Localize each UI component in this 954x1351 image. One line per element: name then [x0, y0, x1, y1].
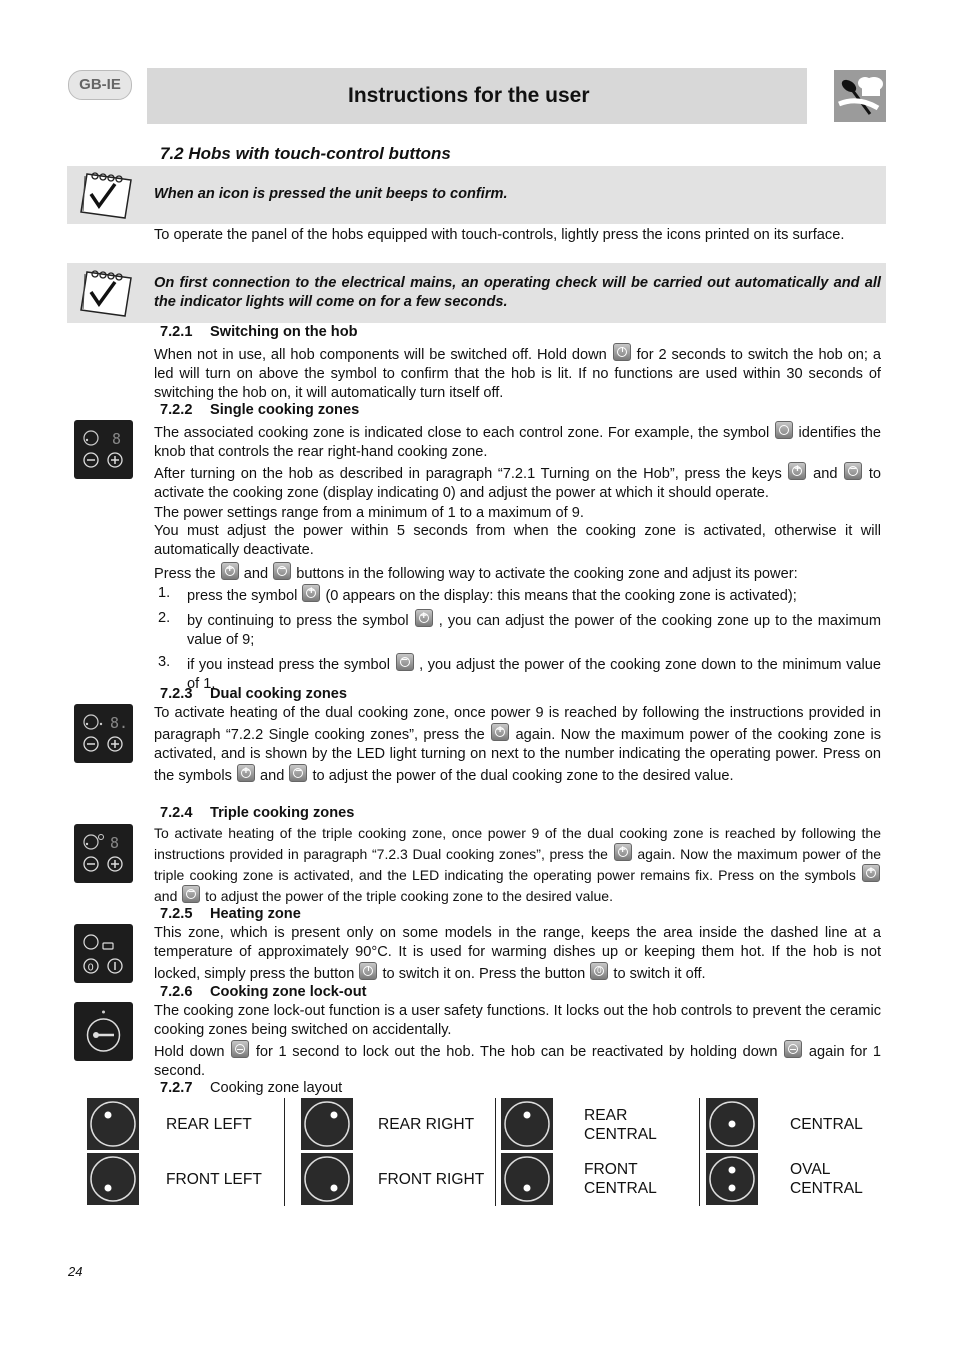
minus-button-icon	[182, 885, 200, 903]
plus-button-icon	[221, 562, 239, 580]
zone-label: REAR LEFT	[166, 1116, 252, 1133]
minus-button-icon	[844, 462, 862, 480]
rear-left-zone-icon	[87, 1098, 139, 1150]
zone-label: OVAL CENTRAL	[790, 1161, 863, 1197]
page-number: 24	[68, 1264, 83, 1279]
svg-text:0: 0	[87, 962, 94, 974]
dual-zone-panel-icon	[74, 704, 133, 763]
power-button-icon	[613, 343, 631, 361]
list-item: 1. press the symbol + (0 appears on the display: this means that the cooking zone is activated);	[154, 584, 881, 606]
plus-button-icon	[302, 584, 320, 602]
central-zone-icon	[706, 1098, 758, 1150]
note-text: On first connection to the electrical mains, an operating check will be carried out automatically and all the indicator lights will come on for a few seconds.	[154, 275, 881, 310]
plus-button-icon	[237, 764, 255, 782]
triple-zone-panel-icon	[74, 824, 133, 883]
steps-list	[154, 584, 881, 697]
list-item: 3. if you instead press the symbol − , you adjust the power of the cooking zone down to the minimum value of 1.	[154, 653, 881, 694]
paragraph: Hold down for 1 second to lock out the hob. The hob can be reactivated by holding down again for 1 second.	[154, 1040, 881, 1081]
subsection-heading: 7.2.6 Cooking zone lock-out	[160, 984, 367, 1000]
zone-label: REAR CENTRAL	[584, 1107, 657, 1143]
plus-button-icon	[788, 462, 806, 480]
paragraph: This zone, which is present only on some models in the range, keeps the area inside the dashed line at a temperature of approximately 90°C. It is used for warming dishes up or keeping them hot. If the hob is not locked, simply press the button to switch it on. Press the button 0 to switch it off.	[154, 924, 881, 984]
zone-label: FRONT RIGHT	[378, 1171, 485, 1188]
notepad-check-icon	[73, 264, 139, 322]
rear-right-zone-icon	[301, 1098, 353, 1150]
section-title: 7.2 Hobs with touch-control buttons	[160, 144, 451, 163]
subsection-heading: 7.2.3 Dual cooking zones	[160, 686, 348, 702]
panel-display: 8	[110, 834, 120, 852]
front-central-zone-icon	[501, 1153, 553, 1205]
subsection-heading: 7.2.4 Triple cooking zones	[160, 805, 355, 821]
plus-button-icon	[415, 609, 433, 627]
minus-button-icon	[273, 562, 291, 580]
subsection-heading: 7.2.7 Cooking zone layout	[160, 1080, 343, 1096]
paragraph: To activate heating of the dual cooking zone, once power 9 is reached by following the instructions provided in paragraph “7.2.2 Single cooking zones”, press the + again. Now the maximum power of the cooking zone is activated, and is shown by the LED light turning on next to the number indicating the operating power. Press on the symbols + and − to adjust the power of the dual cooking zone to the desired value.	[154, 704, 881, 786]
heating-zone-panel-icon	[74, 924, 133, 983]
zone-label: CENTRAL	[790, 1116, 863, 1133]
chef-spoon-icon	[834, 70, 886, 122]
key-lock-button-icon	[784, 1040, 802, 1058]
paragraph: The power settings range from a minimum of 1 to a maximum of 9.	[154, 505, 584, 521]
note-text: When an icon is pressed the unit beeps to confirm.	[154, 186, 508, 202]
paragraph: You must adjust the power within 5 seconds from when the cooking zone is activated, otherwise it will automatically deactivate.	[154, 523, 881, 558]
minus-button-icon	[289, 764, 307, 782]
paragraph: The cooking zone lock-out function is a user safety functions. It locks out the hob controls to prevent the ceramic cooking zones being switched on accidentally.	[154, 1003, 881, 1038]
subsection-heading: 7.2.1 Switching on the hob	[160, 324, 358, 340]
column-divider	[495, 1098, 496, 1206]
panel-display: 8.	[110, 714, 129, 732]
front-right-zone-icon	[301, 1153, 353, 1205]
off-button-icon	[590, 962, 608, 980]
subsection-heading: 7.2.2 Single cooking zones	[160, 402, 360, 418]
intro-paragraph: To operate the panel of the hobs equipped with touch-controls, lightly press the icons printed on its surface.	[154, 227, 845, 243]
plus-button-icon	[614, 843, 632, 861]
paragraph: Press the + and − buttons in the following way to activate the cooking zone and adjust its power:	[154, 562, 881, 584]
paragraph: To activate heating of the triple cooking zone, once power 9 of the dual cooking zone is reached by following the instructions provided in paragraph “7.2.3 Dual cooking zones”, press the + again. Now the maximum power of the triple cooking zone is activated, and the LED indicating the operating power remains fix. Press on the symbols + and − to adjust the power of the triple cooking zone to the desired value.	[154, 824, 881, 906]
oval-central-zone-icon	[706, 1153, 758, 1205]
column-divider	[699, 1098, 700, 1206]
key-lock-button-icon	[231, 1040, 249, 1058]
plus-button-icon	[862, 864, 880, 882]
list-item: 2. by continuing to press the symbol + , you can adjust the power of the cooking zone up to the maximum value of 9;	[154, 609, 881, 650]
panel-display: 8	[112, 430, 122, 448]
zone-label: FRONT LEFT	[166, 1171, 262, 1188]
power-button-icon	[359, 962, 377, 980]
zone-label: FRONT CENTRAL	[584, 1161, 657, 1197]
plus-button-icon	[491, 723, 509, 741]
single-zone-panel-icon	[74, 420, 133, 479]
paragraph: After turning on the hob as described in paragraph “7.2.1 Turning on the Hob”, press the keys + and − to activate the cooking zone (display indicating 0) and adjust the power at which it should operate.	[154, 462, 881, 503]
column-divider	[284, 1098, 285, 1206]
zone-label: REAR RIGHT	[378, 1116, 475, 1133]
minus-button-icon	[396, 653, 414, 671]
paragraph: When not in use, all hob components will be switched off. Hold down for 2 seconds to switch the hob on; a led will turn on above the symbol to confirm that the hob is lit. If no functions are used within 30 seconds of switching the hob on, it will automatically turn itself off.	[154, 343, 881, 403]
zone-symbol-icon	[775, 421, 793, 439]
lock-panel-icon	[74, 1002, 133, 1061]
language-badge: GB-IE	[68, 70, 132, 100]
paragraph: The associated cooking zone is indicated close to each control zone. For example, the symbol identifies the knob that controls the rear right-hand cooking zone.	[154, 421, 881, 462]
notepad-check-icon	[73, 166, 139, 224]
page-title: Instructions for the user	[348, 84, 590, 107]
front-left-zone-icon	[87, 1153, 139, 1205]
rear-central-zone-icon	[501, 1098, 553, 1150]
subsection-heading: 7.2.5 Heating zone	[160, 906, 301, 922]
